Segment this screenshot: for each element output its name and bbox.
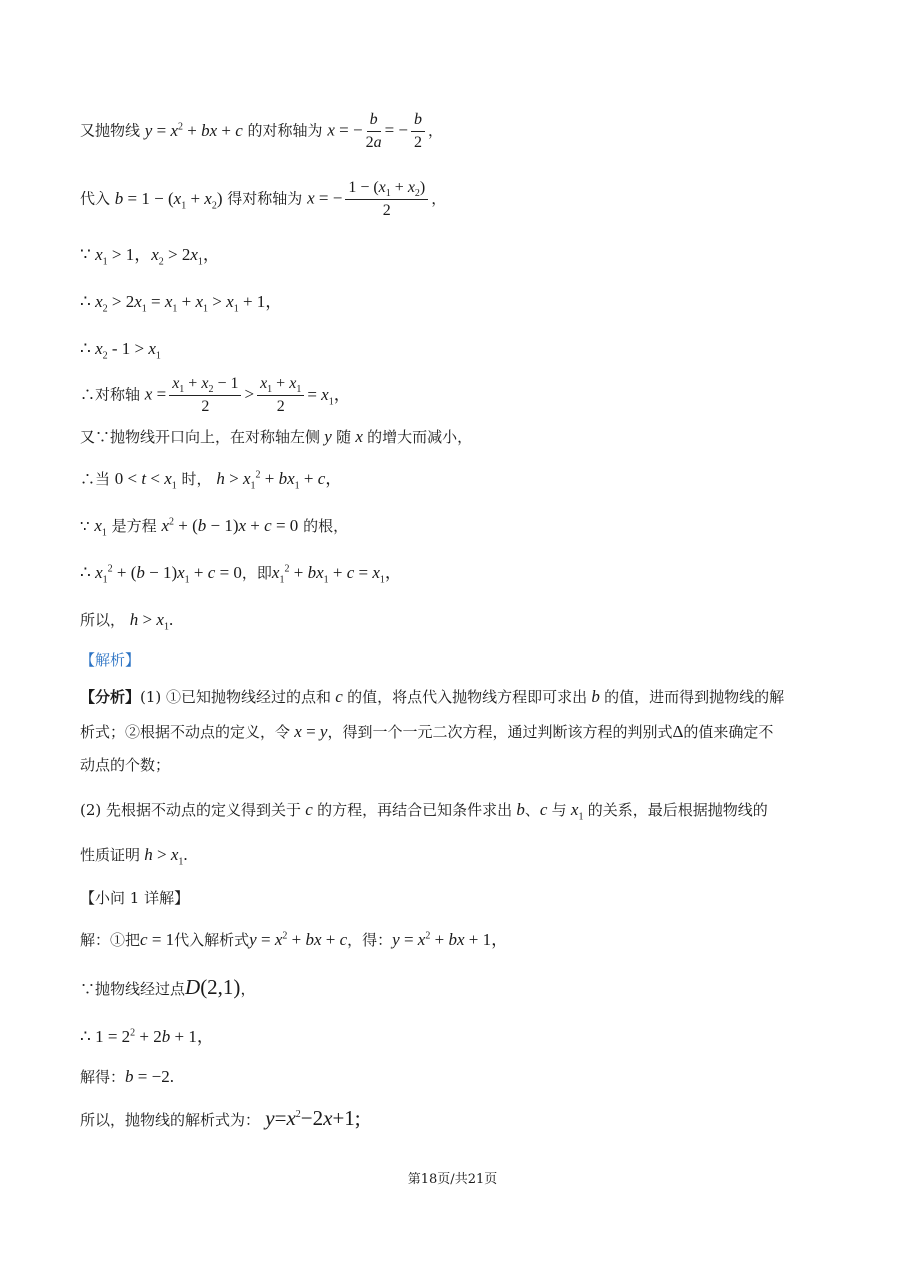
page-footer: 第18页/共21页 [407,1172,498,1187]
fraction: $\frac{b}{2a}$ [365,111,382,151]
solution-line-4: 解得：b = −2. [80,1067,174,1086]
fraction: $\frac{1 - (x_1 + x_2)}{2}$ [345,180,428,219]
line-inequality-1: ∴ $x_2 > 2x_1 = x_1 + x_1 > x_1 + 1$， [80,292,283,315]
solution-line-1: 解：①把c = 1代入解析式$y = x^2$ + bx + c，得：$y = x^2$ + bx + 1， [80,930,509,949]
fraction: $\frac{x_1 + x_1}{2}$ [257,376,304,415]
solution-line-5: 所以，抛物线的解析式为： $y=x^2-2x+1$; [80,1106,361,1130]
solution-line-2: ∵抛物线经过点D(2,1)， [80,975,256,999]
line-axis-compare: ∴对称轴 x = $\frac{x_1 + x_2 - 1}{2}$ > $\frac{x_1 + x_1}{2}$ = $x_1$， [80,375,351,415]
solution-line-3: ∴ $1 = 2^2 + 2b + 1$， [80,1027,214,1046]
line-axis-formula: 又抛物线 $y = x^2$ + bx + c 的对称轴为 x = − $\frac{b}{2a}$ = − $\frac{b}{2}$ ， [80,111,444,151]
line-conclusion: 所以， $h > x_1$. [80,610,174,633]
analysis-line-2: 析式；②根据不动点的定义，令 x = y，得到一个一元二次方程，通过判断该方程的判别式Δ的值来确定不 [80,722,774,741]
analysis-line-3: 动点的个数； [80,756,171,774]
fraction: $\frac{x_1 + x_2 - 1}{2}$ [169,376,241,415]
section-jiexi: 【解析】 [80,651,141,669]
line-monotonic: 又∵抛物线开口向上，在对称轴左侧 y 随 x 的增大而减小， [80,427,473,446]
line-substitute-b: 代入 $b = 1 - (x_1 + x_2)$ 得对称轴为 x = − $\frac{1 - (x_1 + x_2)}{2}$ ， [80,179,447,219]
line-root-substitute: ∴ $x_1^2 + (b - 1)x_1 + c = 0$，即$x_1^2 + bx_1 + c = x_1$， [80,563,402,586]
analysis-line-1: 【分析】(1) ①已知抛物线经过的点和 c 的值，将点代入抛物线方程即可求出 b 的值，进而得到抛物线的解 [80,687,785,706]
line-root: ∵ $x_1$ 是方程 $x^2 + (b - 1)x + c = 0$ 的根， [80,516,349,539]
analysis-line-4: (2) 先根据不动点的定义得到关于 c 的方程，再结合已知条件求出 b、c 与 $x_1$ 的关系，最后根据抛物线的 [80,800,768,823]
analysis-line-5: 性质证明 $h > x_1$. [80,845,188,868]
line-inequality-2: ∴ $x_2 - 1 > x_1$ [80,339,161,362]
fraction: $\frac{b}{2}$ [411,112,425,151]
line-when-t: ∴当 $0 < t < x_1$ 时， $h > x_1^2 + bx_1 + c$， [80,469,343,492]
section-xiaowen-1: 【小问 1 详解】 [80,889,190,907]
line-given: ∵ $x_1 > 1$，$x_2 > 2x_1$， [80,245,220,268]
